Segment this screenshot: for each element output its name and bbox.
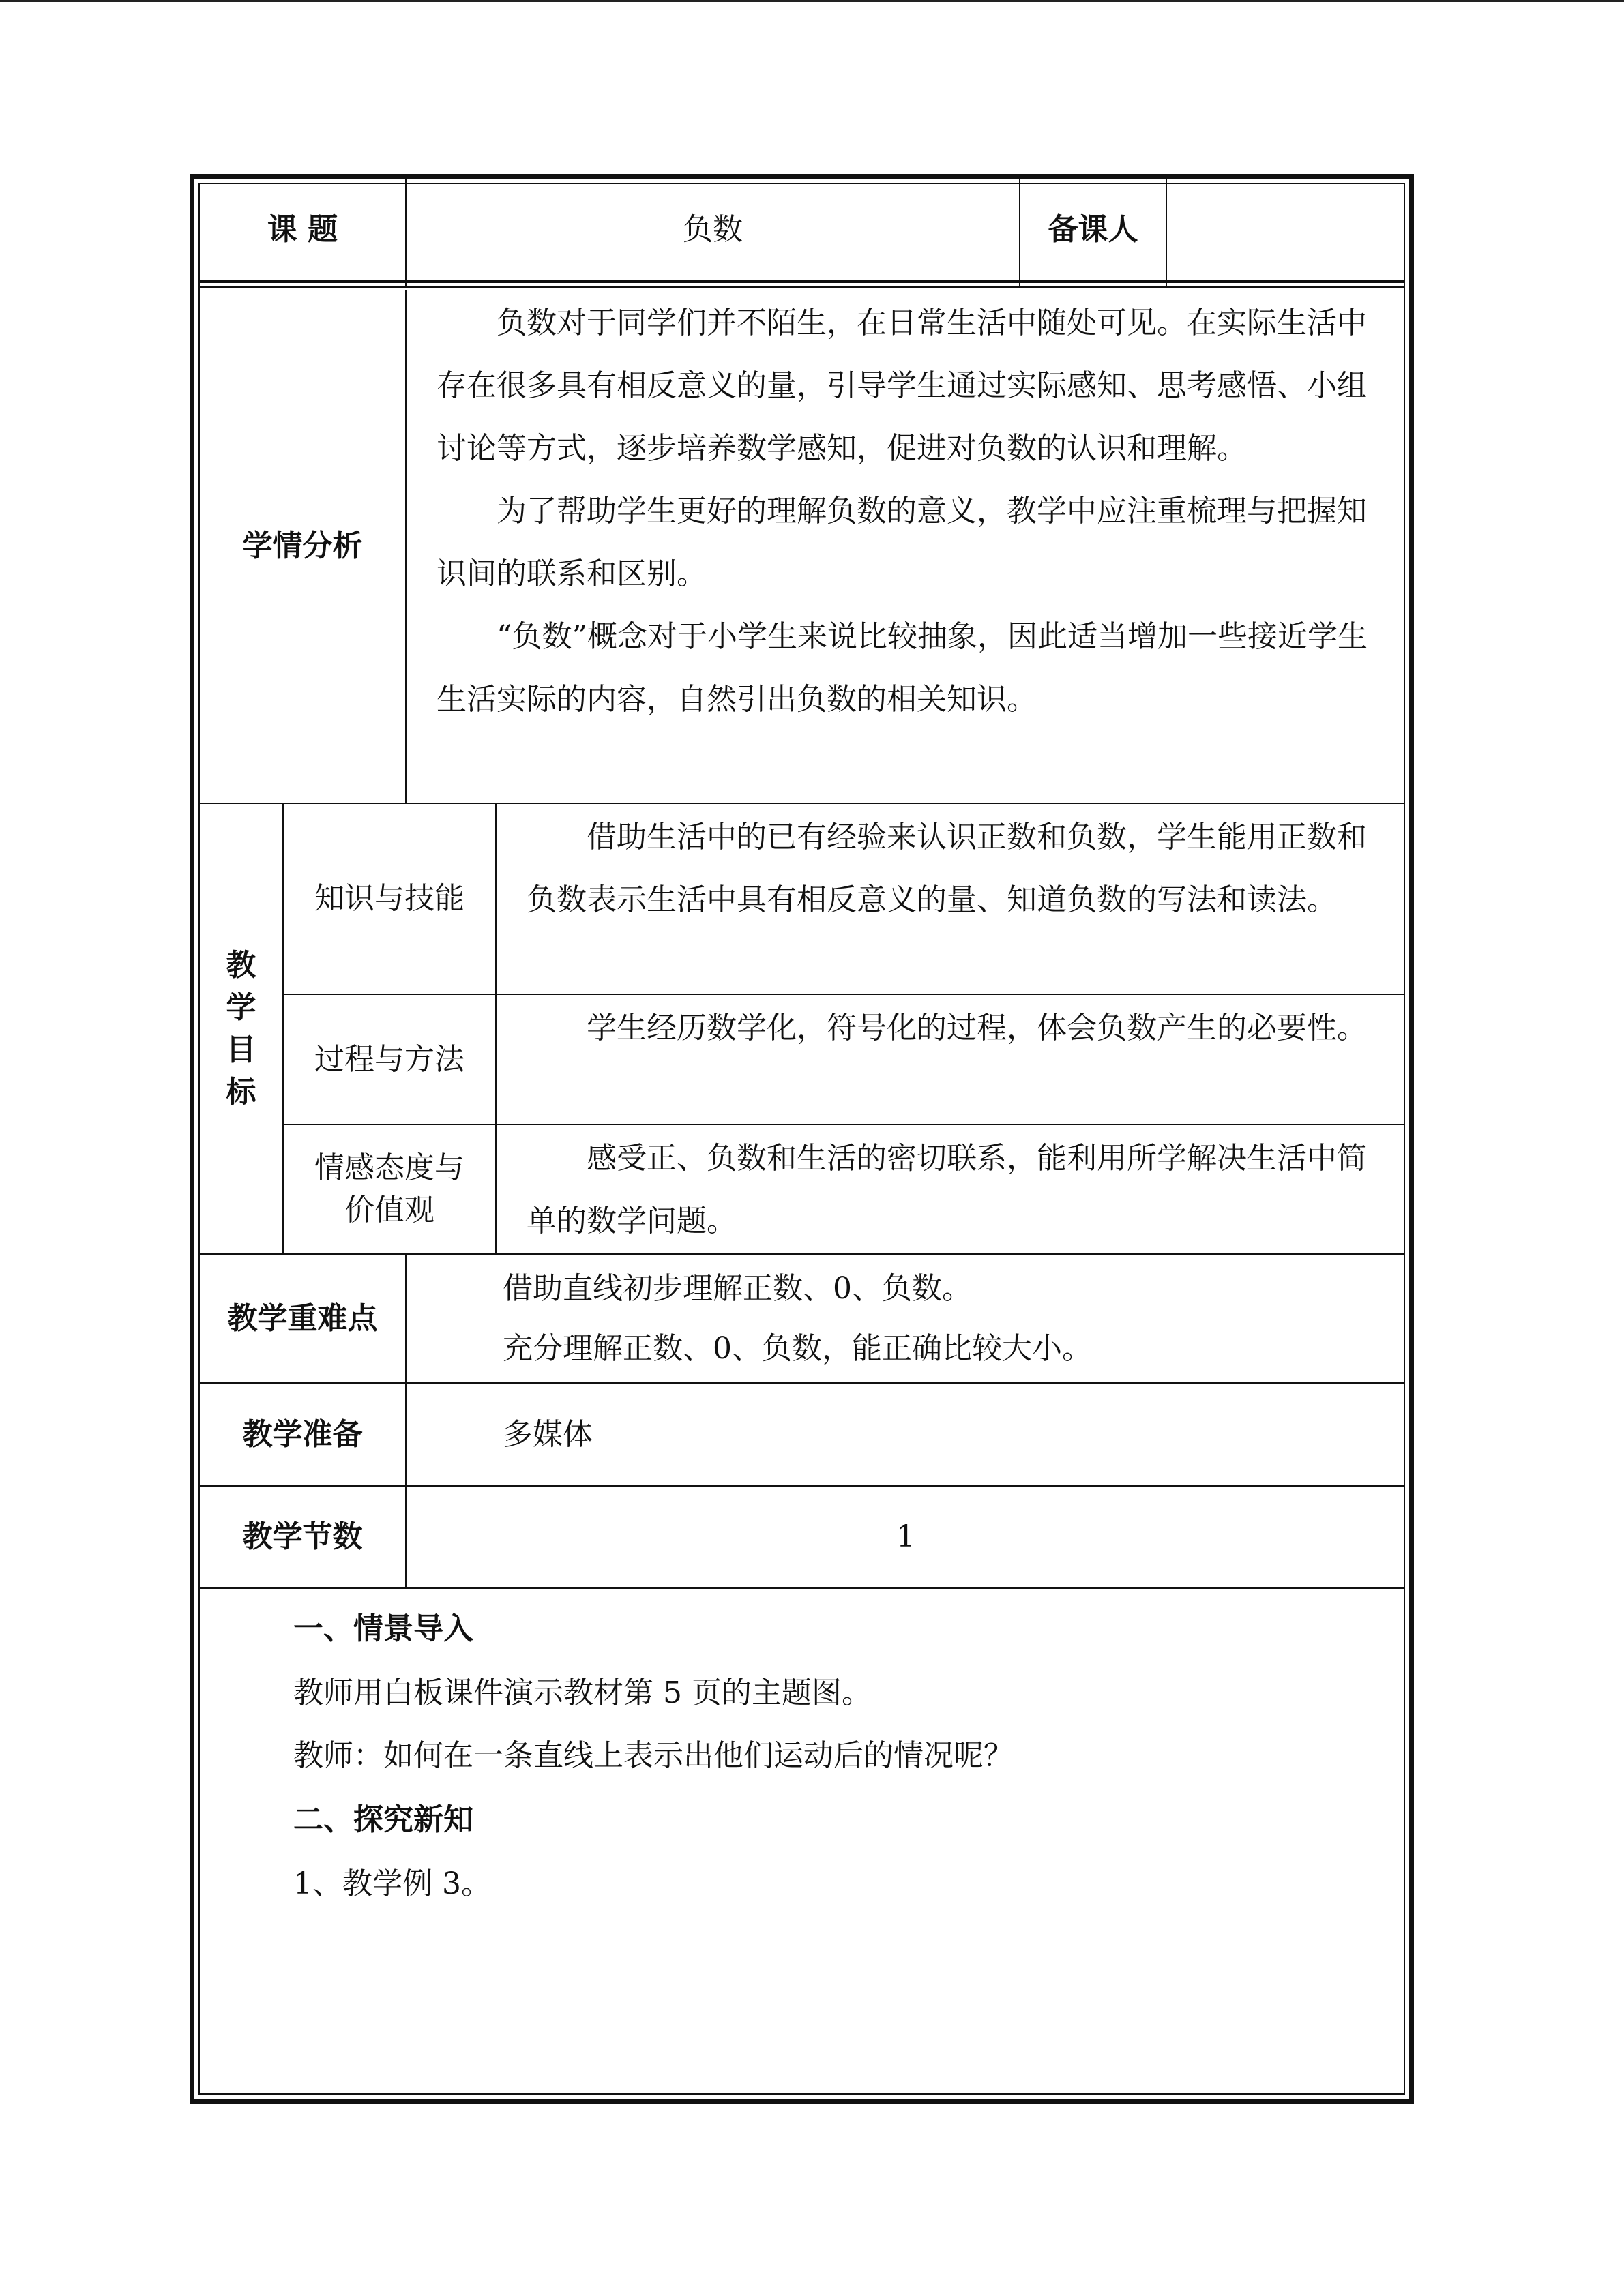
objectives-label-char: 学 xyxy=(226,989,256,1025)
intro-line: 教师用白板课件演示教材第 5 页的主题图。 xyxy=(293,1675,872,1710)
objectives-label-char: 目 xyxy=(226,1032,256,1067)
periods-row-divider xyxy=(198,1587,1405,1589)
periods-value: 1 xyxy=(896,1519,915,1554)
objectives-col-divider-2 xyxy=(495,803,497,1253)
page-top-rule xyxy=(0,0,1624,2)
header-row-divider xyxy=(198,280,1405,283)
objective-knowledge-text: 借助生活中的已有经验来认识正数和负数，学生能用正数和负数表示生活中具有相反意义的量、知道负数的写法和读法。 xyxy=(527,820,1367,917)
periods-label: 教学节数 xyxy=(242,1519,363,1554)
section-title-intro: 一、情景导入 xyxy=(293,1611,473,1646)
analysis-paragraph: “负数”概念对于小学生来说比较抽象，因此适当增加一些接近学生生活实际的内容，自然引出负数的相关知识。 xyxy=(437,619,1368,717)
keypoints-line: 充分理解正数、0、负数，能正确比较大小。 xyxy=(503,1331,1092,1366)
objectives-label xyxy=(200,804,282,1253)
objective-process-label: 过程与方法 xyxy=(314,1041,464,1077)
section-title-explore: 二、探究新知 xyxy=(293,1802,473,1837)
objective-attitude-label xyxy=(284,1125,495,1253)
header-row-divider-inner xyxy=(198,286,1405,288)
analysis-col-divider xyxy=(405,290,407,803)
topic-value: 负数 xyxy=(683,212,743,247)
preparation-value: 多媒体 xyxy=(503,1416,593,1452)
preparation-label: 教学准备 xyxy=(242,1416,363,1452)
objectives-label-char: 教 xyxy=(226,947,256,983)
objective-attitude-label-line2: 价值观 xyxy=(344,1193,434,1227)
analysis-paragraph: 为了帮助学生更好的理解负数的意义，教学中应注重梳理与把握知识间的联系和区别。 xyxy=(437,494,1367,591)
preparer-label: 备课人 xyxy=(1048,212,1138,247)
objectives-label-char: 标 xyxy=(226,1074,256,1109)
keypoints-line: 借助直线初步理解正数、0、负数。 xyxy=(503,1271,972,1306)
objective-attitude-label-line1: 情感态度与 xyxy=(314,1150,464,1185)
keypoints-label: 教学重难点 xyxy=(227,1300,378,1336)
intro-line: 教师：如何在一条直线上表示出他们运动后的情况呢？ xyxy=(293,1738,1014,1773)
objective-knowledge-label: 知识与技能 xyxy=(314,881,464,916)
objective-attitude-text: 感受正、负数和生活的密切联系，能利用所学解决生活中简单的数学问题。 xyxy=(527,1141,1367,1238)
analysis-label: 学情分析 xyxy=(242,528,363,563)
objective-process-text: 学生经历数学化，符号化的过程，体会负数产生的必要性。 xyxy=(587,1011,1367,1045)
explore-line: 1、教学例 3。 xyxy=(293,1866,491,1901)
preparer-value[interactable] xyxy=(1167,180,1405,280)
analysis-content xyxy=(437,292,1391,731)
topic-label: 课 题 xyxy=(267,212,338,247)
analysis-paragraph: 负数对于同学们并不陌生，在日常生活中随处可见。在实际生活中存在很多具有相反意义的量，引导学生通过实际感知、思考感悟、小组讨论等方式，逐步培养数学感知，促进对负数的认识和理解。 xyxy=(437,305,1367,466)
